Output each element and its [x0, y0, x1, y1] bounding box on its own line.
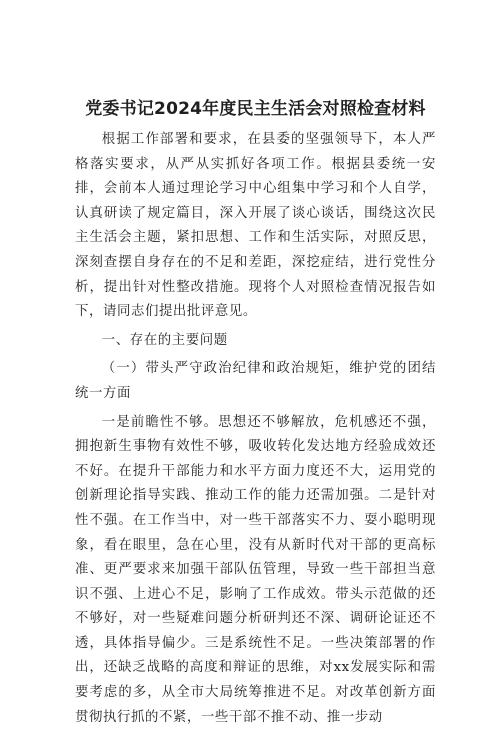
document-body [75, 128, 436, 730]
intro-paragraph: 根据工作部署和要求，在县委的坚强领导下，本人严格落实要求，从严从实抓好各项工作。根据县委统一安排，会前本人通过理论学习中心组集中学习和个人自学，认真研读了规定篇目，深入开展了谈心谈话，围绕这次民主生活会主题，紧扣思想、工作和生活实际，对照反思，深刻查摆自身存在的不足和差距，深挖症结，进行党性分析，提出针对性整改措施。现将个人对照检查情况报告如下，请同志们提出批评意见。 [75, 132, 436, 320]
body-paragraph: 一是前瞻性不够。思想还不够解放，危机感还不强，拥抱新生事物有效性不够，吸收转化发达地方经验成效还不好。在提升干部能力和水平方面力度还不大，运用党的创新理论指导实践、推动工作的能力还需加强。二是针对性不强。在工作当中，对一些干部落实不力、耍小聪明现象，看在眼里，急在心里，没有从新时代对干部的更高标准、更严要求来加强干部队伍管理，导致一些干部担当意识不强、上进心不足，影响了工作成效。带头示范做的还不够好，对一些疑难问题分析研判还不深、调研论证还不透，具体指导偏少。三是系统性不足。一些决策部署的作出，还缺乏战略的高度和辩证的思维，对xx发展实际和需要考虑的多，从全市大局统筹推进不足。对改革创新方面贯彻执行抓的不紧，一些干部不推不动、推一步动 [75, 414, 436, 725]
section-heading: 一、存在的主要问题 [101, 332, 228, 348]
subsection-heading: （一）带头严守政治纪律和政治规矩，维护党的团结统一方面 [75, 361, 436, 401]
document-title: 党委书记2024年度民主生活会对照检查材料 [85, 99, 426, 119]
